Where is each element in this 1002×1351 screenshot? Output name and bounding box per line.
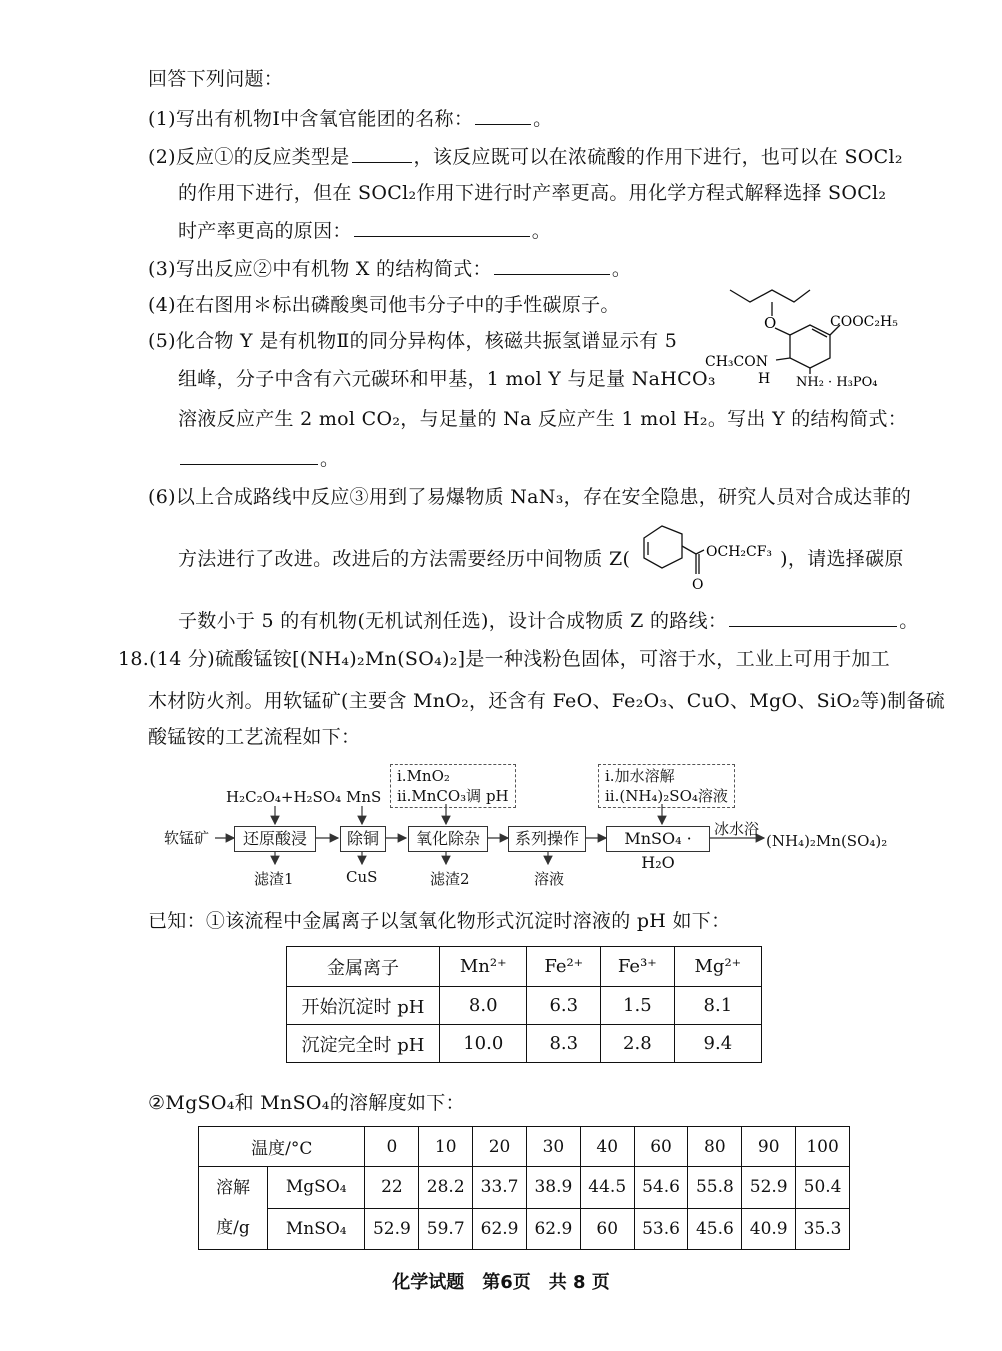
z-carbonyl-o: O bbox=[692, 577, 704, 592]
sol-cell: 44.5 bbox=[580, 1167, 634, 1209]
answer-blank bbox=[475, 106, 531, 125]
temp-cell: 100 bbox=[796, 1127, 850, 1167]
sol-cell: 40.9 bbox=[742, 1208, 796, 1250]
q2-text-c: 时产率更高的原因： bbox=[178, 220, 352, 242]
answer-blank bbox=[180, 446, 318, 465]
answer-blank bbox=[352, 144, 412, 163]
sol-cell: 53.6 bbox=[634, 1208, 688, 1250]
sol-label-1: 溶解 bbox=[216, 1178, 250, 1198]
table-row bbox=[199, 1208, 850, 1250]
question-4: (4)在右图用＊标出磷酸奥司他韦分子中的手性碳原子。 bbox=[148, 294, 620, 316]
q6-text-a: 方法进行了改进。改进后的方法需要经历中间物质 Z( bbox=[178, 548, 631, 570]
question-3 bbox=[148, 254, 631, 281]
punct: 。 bbox=[531, 220, 552, 242]
sol-cell: 22 bbox=[365, 1167, 419, 1209]
sol-cell: 45.6 bbox=[688, 1208, 742, 1250]
question-18-line-1: 18.(14 分)硫酸锰铵[(NH₄)₂Mn(SO₄)₂]是一种浅粉色固体，可溶于水，工业上可用于加工 bbox=[118, 648, 890, 670]
sol-cell: 28.2 bbox=[419, 1167, 473, 1209]
dash2-line-1: i.加水溶解 bbox=[605, 767, 675, 785]
ph-cell: 8.1 bbox=[674, 987, 761, 1025]
solubility-label bbox=[199, 1167, 268, 1250]
oseltamivir-structure bbox=[700, 280, 910, 390]
ph-cell: 10.0 bbox=[440, 1025, 527, 1063]
flow-box-oxidation: 氧化除杂 bbox=[408, 826, 488, 852]
flow-box-reduction-leach: 还原酸浸 bbox=[234, 826, 316, 852]
table-row bbox=[199, 1127, 850, 1167]
sol-cell: 60 bbox=[580, 1208, 634, 1250]
flow-output-4: 溶液 bbox=[534, 870, 565, 888]
sol-cell: 33.7 bbox=[473, 1167, 527, 1209]
ph-cell: 2.8 bbox=[601, 1025, 675, 1063]
ph-cell: 沉淀完全时 pH bbox=[287, 1025, 440, 1063]
flow-dash-box-2 bbox=[598, 764, 735, 808]
table-row bbox=[287, 987, 762, 1025]
question-6-line-1: (6)以上合成路线中反应③用到了易爆物质 NaN₃，存在安全隐患，研究人员对合成达菲的 bbox=[148, 486, 912, 508]
q6-text-c: 子数小于 5 的有机物(无机试剂任选)，设计合成物质 Z 的路线： bbox=[178, 610, 728, 632]
known-1-text: 已知：①该流程中金属离子以氢氧化物形式沉淀时溶液的 pH 如下： bbox=[148, 910, 731, 932]
question-2-line-1 bbox=[148, 142, 903, 169]
ph-header-cell: 金属离子 bbox=[287, 947, 440, 987]
punct: 。 bbox=[533, 108, 553, 130]
q2-text-b: ，该反应既可以在浓硫酸的作用下进行，也可以在 SOCl₂ bbox=[413, 146, 903, 168]
ester-label: COOC₂H₅ bbox=[830, 314, 898, 330]
flow-dash-box-1 bbox=[390, 764, 516, 808]
table-row bbox=[287, 947, 762, 987]
flow-output-1: 滤渣1 bbox=[254, 870, 294, 888]
ph-cell: 8.0 bbox=[440, 987, 527, 1025]
flow-input-2: MnS bbox=[346, 788, 382, 806]
dash1-line-1: i.MnO₂ bbox=[397, 767, 450, 785]
ph-header-cell: Mn²⁺ bbox=[440, 947, 527, 987]
flow-final-condition: 冰水浴 bbox=[714, 820, 760, 838]
ph-table bbox=[286, 946, 762, 1063]
flow-start: 软锰矿 bbox=[164, 829, 210, 847]
ph-cell: 1.5 bbox=[601, 987, 675, 1025]
temp-cell: 0 bbox=[365, 1127, 419, 1167]
flow-input-1: H₂C₂O₄+H₂SO₄ bbox=[226, 788, 342, 806]
temp-header: 温度/°C bbox=[199, 1127, 365, 1167]
q6-text-b: )，请选择碳原 bbox=[780, 548, 904, 570]
solubility-table bbox=[198, 1126, 850, 1250]
question-5-line-4 bbox=[178, 444, 339, 471]
question-1 bbox=[148, 104, 552, 131]
amine-label: NH₂ · H₃PO₄ bbox=[796, 375, 878, 390]
temp-cell: 90 bbox=[742, 1127, 796, 1167]
amide-label: CH₃CON bbox=[705, 354, 768, 370]
ph-cell: 开始沉淀时 pH bbox=[287, 987, 440, 1025]
question-5-line-3: 溶液反应产生 2 mol CO₂，与足量的 Na 反应产生 1 mol H₂。写出 Y 的结构简式： bbox=[178, 408, 908, 430]
flow-final-product: (NH₄)₂Mn(SO₄)₂ bbox=[766, 832, 888, 850]
answer-blank bbox=[729, 608, 897, 627]
compound-z-structure bbox=[638, 512, 798, 592]
question-2-line-3 bbox=[178, 216, 551, 243]
z-group-label: OCH₂CF₃ bbox=[706, 544, 773, 560]
answer-blank bbox=[494, 256, 610, 275]
temp-cell: 80 bbox=[688, 1127, 742, 1167]
punct: 。 bbox=[320, 448, 340, 470]
ph-header-cell: Fe²⁺ bbox=[527, 947, 601, 987]
intro-text: 回答下列问题： bbox=[148, 68, 284, 90]
sol-cell: 50.4 bbox=[796, 1167, 850, 1209]
q2-text-a: (2)反应①的反应类型是 bbox=[148, 146, 350, 168]
oxygen-label: O bbox=[764, 314, 777, 332]
flow-box-mnso4: MnSO₄ · H₂O bbox=[606, 826, 710, 852]
known-2-text: ②MgSO₄和 MnSO₄的溶解度如下： bbox=[148, 1092, 465, 1114]
table-row bbox=[199, 1167, 850, 1209]
compound-name: MgSO₄ bbox=[268, 1167, 365, 1209]
question-18-line-2: 木材防火剂。用软锰矿(主要含 MnO₂，还含有 FeO、Fe₂O₃、CuO、MgO、SiO₂等)制备硫 bbox=[148, 690, 946, 712]
ph-header-cell: Mg²⁺ bbox=[674, 947, 761, 987]
temp-cell: 10 bbox=[419, 1127, 473, 1167]
q3-text: (3)写出反应②中有机物 X 的结构简式： bbox=[148, 258, 492, 280]
amide-h-label: H bbox=[758, 371, 771, 387]
sol-cell: 62.9 bbox=[473, 1208, 527, 1250]
flow-output-3: 滤渣2 bbox=[430, 870, 470, 888]
temp-cell: 40 bbox=[580, 1127, 634, 1167]
page-footer: 化学试题 第6页 共 8 页 bbox=[392, 1272, 610, 1293]
temp-cell: 60 bbox=[634, 1127, 688, 1167]
ph-header-cell: Fe³⁺ bbox=[601, 947, 675, 987]
temp-cell: 20 bbox=[473, 1127, 527, 1167]
sol-cell: 52.9 bbox=[742, 1167, 796, 1209]
flow-box-copper-removal: 除铜 bbox=[340, 826, 386, 852]
temp-cell: 30 bbox=[526, 1127, 580, 1167]
compound-name: MnSO₄ bbox=[268, 1208, 365, 1250]
sol-cell: 52.9 bbox=[365, 1208, 419, 1250]
sol-label-2: 度/g bbox=[216, 1218, 250, 1238]
sol-cell: 54.6 bbox=[634, 1167, 688, 1209]
flow-output-2: CuS bbox=[346, 868, 378, 886]
dash1-line-2: ii.MnCO₃调 pH bbox=[397, 787, 509, 805]
punct: 。 bbox=[611, 258, 632, 280]
question-2-line-2: 的作用下进行，但在 SOCl₂作用下进行时产率更高。用化学方程式解释选择 SOCl₂ bbox=[178, 182, 887, 204]
sol-cell: 59.7 bbox=[419, 1208, 473, 1250]
flow-box-series-ops: 系列操作 bbox=[508, 826, 586, 852]
question-18-line-3: 酸锰铵的工艺流程如下： bbox=[148, 726, 361, 748]
question-1-text: (1)写出有机物Ⅰ中含氧官能团的名称： bbox=[148, 108, 474, 130]
sol-cell: 35.3 bbox=[796, 1208, 850, 1250]
dash2-line-2: ii.(NH₄)₂SO₄溶液 bbox=[605, 787, 728, 805]
question-6-line-3 bbox=[178, 606, 919, 633]
ph-cell: 9.4 bbox=[674, 1025, 761, 1063]
question-5-line-2: 组峰，分子中含有六元碳环和甲基，1 mol Y 与足量 NaHCO₃ bbox=[178, 368, 716, 390]
sol-cell: 38.9 bbox=[526, 1167, 580, 1209]
answer-blank bbox=[354, 218, 530, 237]
punct: 。 bbox=[899, 610, 919, 632]
sol-cell: 62.9 bbox=[526, 1208, 580, 1250]
sol-cell: 55.8 bbox=[688, 1167, 742, 1209]
ph-cell: 8.3 bbox=[527, 1025, 601, 1063]
question-5-line-1: (5)化合物 Y 是有机物Ⅱ的同分异构体，核磁共振氢谱显示有 5 bbox=[148, 330, 678, 352]
ph-cell: 6.3 bbox=[527, 987, 601, 1025]
table-row bbox=[287, 1025, 762, 1063]
